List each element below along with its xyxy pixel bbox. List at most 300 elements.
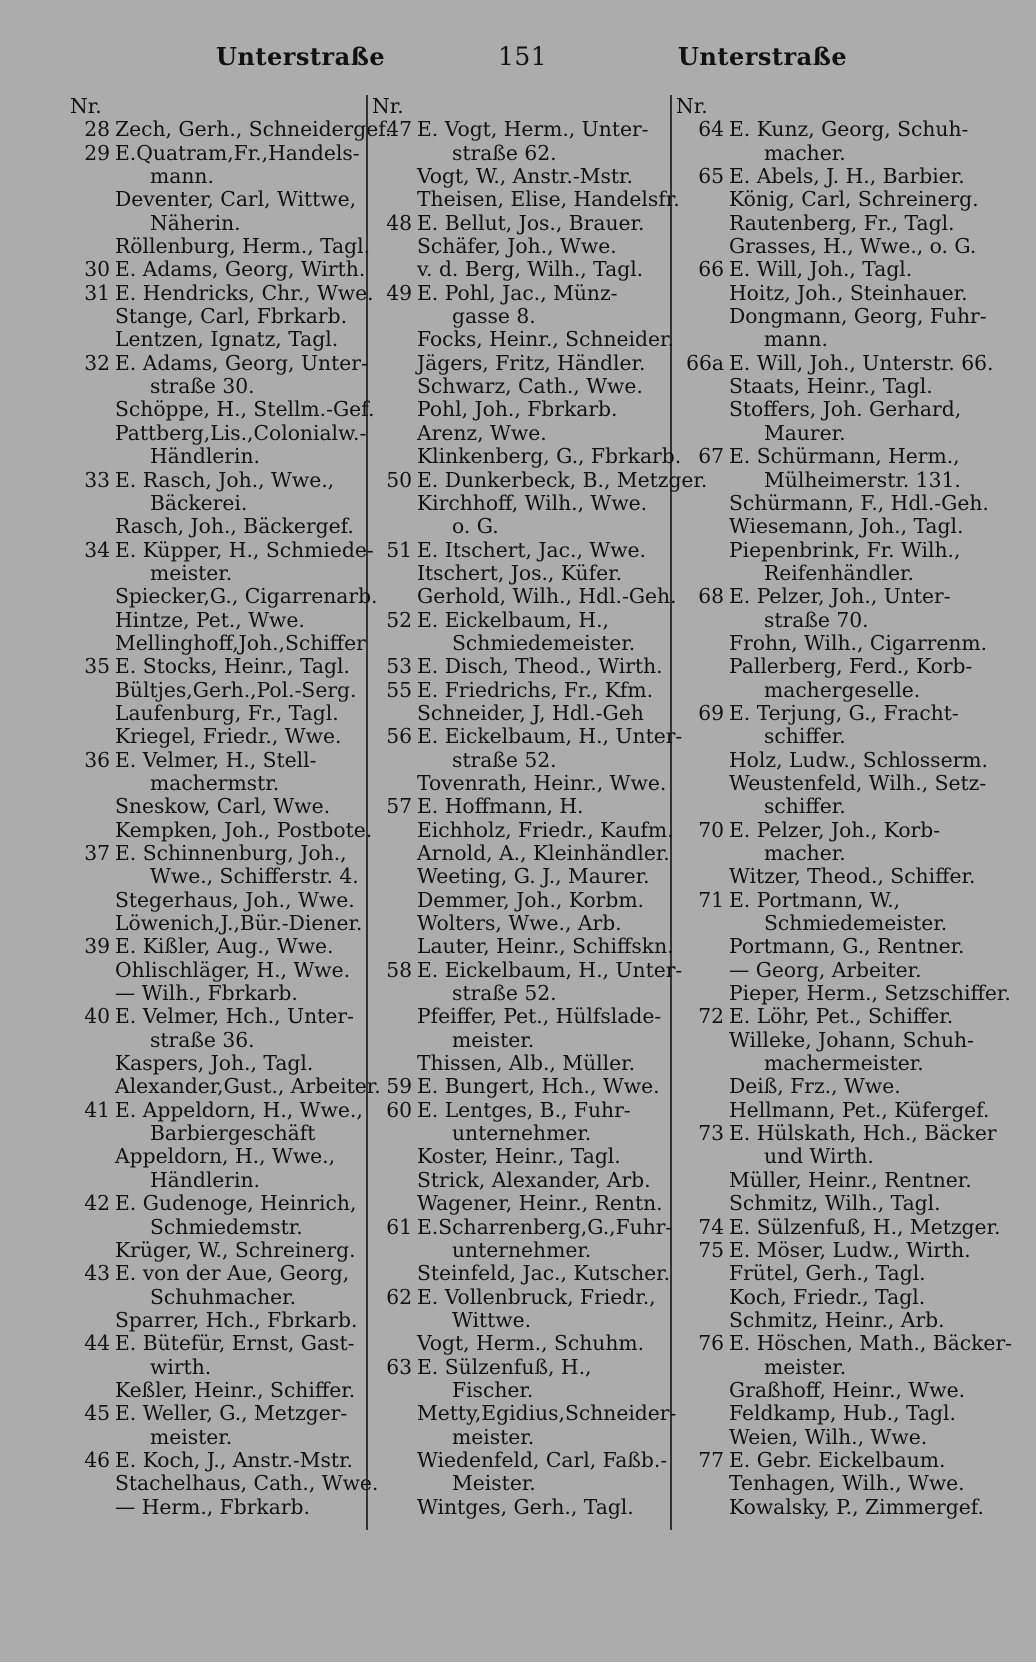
house-number: 66	[698, 257, 724, 282]
resident-entry	[70, 702, 375, 725]
entry-text: v. d. Berg, Wilh., Tagl.	[417, 257, 644, 282]
continuation-text: machermstr.	[150, 770, 280, 795]
resident-entry	[70, 165, 375, 188]
continuation-text: Bäckerei.	[150, 490, 248, 515]
entry-text: Wolters, Wwe., Arb.	[417, 911, 622, 936]
entry-text: Graßhoff, Heinr., Wwe.	[729, 1377, 966, 1402]
entry-text: E. Lentges, B., Fuhr-	[417, 1097, 631, 1122]
resident-entry	[676, 912, 981, 935]
house-entry	[70, 1262, 375, 1285]
entry-text: E. Sülzenfuß, H., Metzger.	[729, 1214, 1001, 1239]
resident-entry	[372, 1145, 672, 1168]
entry-text: Bültjes,Gerh.,Pol.-Serg.	[115, 677, 357, 702]
entry-text: Pattberg,Lis.,Colonialw.-	[115, 420, 367, 445]
resident-entry	[372, 515, 672, 538]
house-number: 36	[84, 747, 110, 772]
resident-entry	[372, 1426, 672, 1449]
house-number: 68	[698, 584, 724, 609]
entry-text: E. Hoffmann, H.	[417, 794, 584, 819]
house-number: 31	[84, 280, 110, 305]
resident-entry	[70, 1074, 381, 1099]
resident-entry	[372, 375, 672, 398]
entry-text: E. Velmer, H., Stell-	[115, 747, 317, 772]
resident-entry	[676, 1262, 981, 1285]
page-number: 151	[498, 42, 548, 71]
house-entry	[676, 258, 981, 281]
resident-entry	[70, 982, 375, 1005]
entry-text: Holz, Ludw., Schlosserm.	[729, 747, 988, 772]
continuation-text: straße 36.	[150, 1027, 255, 1052]
entry-text: Mellinghoff,Joh.,Schiffer	[115, 630, 366, 655]
resident-entry	[70, 865, 375, 888]
house-entry	[372, 957, 683, 982]
house-number: 58	[386, 957, 412, 982]
house-entry	[70, 539, 375, 562]
entry-text: E. Itschert, Jac., Wwe.	[417, 537, 647, 562]
resident-entry	[70, 772, 375, 795]
house-number: 64	[698, 117, 724, 142]
house-entry	[372, 1099, 672, 1122]
house-entry	[372, 1075, 672, 1098]
entry-text: Schneider, J, Hdl.-Geh	[417, 700, 644, 725]
house-entry	[676, 445, 981, 468]
house-number: 76	[698, 1331, 724, 1356]
continuation-text: macher.	[764, 841, 846, 865]
resident-entry	[70, 1286, 375, 1309]
resident-entry	[676, 1309, 981, 1332]
entry-text: Rautenberg, Fr., Tagl.	[729, 210, 955, 235]
entry-text: E. Eickelbaum, H., Unter-	[417, 724, 683, 749]
continuation-text: Reifenhändler.	[764, 560, 914, 585]
entry-text: E. Dunkerbeck, B., Metzger.	[417, 467, 708, 492]
resident-entry	[70, 1309, 375, 1332]
house-entry	[676, 702, 981, 725]
entry-text: Gerhold, Wilh., Hdl.-Geh.	[417, 584, 677, 609]
resident-entry	[70, 1379, 375, 1402]
continuation-text: straße 52.	[452, 747, 557, 772]
entry-text: Tenhagen, Wilh., Wwe.	[729, 1471, 965, 1496]
entry-text: E.Quatram,Fr.,Handels-	[115, 140, 360, 165]
entry-text: Deiß, Frz., Wwe.	[729, 1074, 901, 1099]
entry-text: E.Scharrenberg,G.,Fuhr-	[417, 1214, 673, 1239]
resident-entry	[70, 1216, 375, 1239]
continuation-text: Fischer.	[452, 1377, 534, 1402]
house-number: 63	[386, 1354, 412, 1379]
entry-text: Kriegel, Friedr., Wwe.	[115, 724, 342, 749]
heading-text: Nr.	[676, 94, 708, 118]
resident-entry	[70, 212, 375, 235]
continuation-text: Händlerin.	[150, 1167, 261, 1192]
continuation-text: Wittwe.	[452, 1307, 532, 1332]
continuation-text: meister.	[150, 1424, 233, 1449]
resident-entry	[70, 795, 375, 818]
entry-text: Thissen, Alb., Müller.	[417, 1051, 636, 1076]
entry-text: E. Kunz, Georg, Schuh-	[729, 117, 969, 142]
resident-entry	[70, 235, 375, 258]
column-heading	[372, 95, 672, 118]
resident-entry	[372, 1401, 677, 1426]
house-entry	[70, 258, 375, 281]
house-entry	[676, 1005, 981, 1028]
resident-entry	[70, 1169, 375, 1192]
house-number: 65	[698, 164, 724, 189]
entry-text: E. Adams, Georg, Unter-	[115, 350, 368, 375]
continuation-text: meister.	[452, 1027, 535, 1052]
entry-text: Vogt, Herm., Schuhm.	[417, 1331, 645, 1356]
entry-text: E. Terjung, G., Fracht-	[729, 700, 959, 725]
entry-text: E. Gebr. Eickelbaum.	[729, 1447, 946, 1472]
resident-entry	[70, 1052, 375, 1075]
house-entry	[676, 889, 981, 912]
continuation-text: Maurer.	[764, 420, 846, 445]
house-number: 39	[84, 934, 110, 959]
entry-text: E. von der Aue, Georg,	[115, 1261, 350, 1286]
entry-text: E. Schürmann, Herm.,	[729, 444, 960, 469]
house-number: 35	[84, 654, 110, 679]
resident-entry	[676, 398, 981, 421]
resident-entry	[70, 398, 375, 421]
entry-text: Vogt, W., Anstr.-Mstr.	[417, 164, 633, 189]
continuation-text: gasse 8.	[452, 304, 536, 329]
entry-text: Metty,Egidius,Schneider-	[417, 1401, 677, 1426]
entry-text: Piepenbrink, Fr. Wilh.,	[729, 537, 961, 562]
entry-text: Lauter, Heinr., Schiffskn.	[417, 934, 674, 959]
entry-text: E. Friedrichs, Fr., Kfm.	[417, 677, 654, 702]
house-entry	[676, 1239, 981, 1262]
house-entry	[70, 1449, 375, 1472]
running-header-right: Unterstraße	[678, 42, 848, 71]
entry-text: Sneskow, Carl, Wwe.	[115, 794, 331, 819]
entry-text: Theisen, Elise, Handelsfr.	[417, 187, 680, 212]
resident-entry	[372, 1192, 672, 1215]
resident-entry	[372, 1472, 672, 1495]
continuation-text: meister.	[150, 560, 233, 585]
house-entry	[372, 1216, 672, 1239]
resident-entry	[70, 188, 375, 211]
resident-entry	[372, 352, 672, 375]
continuation-text: machergeselle.	[764, 677, 921, 702]
entry-text: E. Disch, Theod., Wirth.	[417, 654, 663, 679]
entry-text: Ohlischläger, H., Wwe.	[115, 957, 351, 982]
resident-entry	[372, 1449, 672, 1472]
entry-text: E. Höschen, Math., Bäcker-	[729, 1331, 1012, 1356]
house-number: 53	[386, 654, 412, 679]
resident-entry	[372, 865, 672, 888]
resident-entry	[372, 142, 672, 165]
entry-text: Kowalsky, P., Zimmergef.	[729, 1494, 984, 1519]
entry-text: Stachelhaus, Cath., Wwe.	[115, 1471, 379, 1496]
house-number: 73	[698, 1121, 724, 1146]
entry-text: E. Adams, Georg, Wirth.	[115, 257, 366, 282]
resident-entry	[70, 889, 375, 912]
resident-entry	[676, 865, 981, 888]
house-number: 41	[84, 1097, 110, 1122]
entry-text: Grasses, H., Wwe., o. G.	[729, 234, 977, 259]
continuation-text: straße 30.	[150, 374, 255, 399]
entry-text: E. Appeldorn, H., Wwe.,	[115, 1097, 363, 1122]
resident-entry	[70, 632, 375, 655]
house-number: 33	[84, 467, 110, 492]
entry-text: Weeting, G. J., Maurer.	[417, 864, 650, 889]
resident-entry	[70, 515, 375, 538]
entry-text: Wagener, Heinr., Rentn.	[417, 1191, 663, 1216]
continuation-text: Schmiedemstr.	[150, 1214, 303, 1239]
resident-entry	[372, 819, 672, 842]
heading-text: Nr.	[372, 94, 404, 118]
entry-text: E. Portmann, W.,	[729, 887, 901, 912]
continuation-text: Händlerin.	[150, 444, 261, 469]
entry-text: E. Vollenbruck, Friedr.,	[417, 1284, 656, 1309]
entry-text: Arenz, Wwe.	[417, 420, 547, 445]
entry-text: Hoitz, Joh., Steinhauer.	[729, 280, 968, 305]
entry-text: Strick, Alexander, Arb.	[417, 1167, 651, 1192]
entry-text: Schäfer, Joh., Wwe.	[417, 234, 617, 259]
house-entry	[70, 1005, 375, 1028]
house-entry	[70, 655, 375, 678]
entry-text: Pieper, Herm., Setzschiffer.	[729, 981, 1011, 1006]
house-entry	[372, 212, 672, 235]
entry-text: Portmann, G., Rentner.	[729, 934, 965, 959]
resident-entry	[676, 725, 981, 748]
resident-entry	[676, 609, 981, 632]
continuation-text: straße 62.	[452, 140, 557, 165]
entry-text: E. Bütefür, Ernst, Gast-	[115, 1331, 355, 1356]
house-entry	[372, 609, 672, 632]
entry-text: Koch, Friedr., Tagl.	[729, 1284, 926, 1309]
resident-entry	[70, 375, 375, 398]
resident-entry	[372, 562, 672, 585]
entry-text: E. Will, Joh., Tagl.	[729, 257, 913, 282]
entry-text: Staats, Heinr., Tagl.	[729, 374, 933, 399]
entry-text: Lentzen, Ignatz, Tagl.	[115, 327, 339, 352]
resident-entry	[70, 422, 375, 445]
continuation-text: machermeister.	[764, 1051, 924, 1076]
continuation-text: Wwe., Schifferstr. 4.	[150, 864, 359, 889]
house-entry	[372, 539, 672, 562]
house-entry	[676, 1214, 1001, 1239]
resident-entry	[676, 188, 981, 211]
resident-entry	[676, 1052, 981, 1075]
entry-text: Alexander,Gust., Arbeiter.	[115, 1074, 381, 1099]
house-number: 50	[386, 467, 412, 492]
house-number: 66a	[686, 350, 724, 375]
resident-entry	[70, 1426, 375, 1449]
entry-text: Spiecker,G., Cigarrenarb.	[115, 584, 378, 609]
continuation-text: mann.	[764, 327, 828, 352]
resident-entry	[70, 1145, 375, 1168]
house-number: 67	[698, 444, 724, 469]
entry-text: König, Carl, Schreinerg.	[729, 187, 979, 212]
continuation-text: Schuhmacher.	[150, 1284, 297, 1309]
resident-entry	[676, 422, 981, 445]
entry-text: Schürmann, F., Hdl.-Geh.	[729, 490, 989, 515]
entry-text: Weustenfeld, Wilh., Setz-	[729, 770, 987, 795]
entry-text: E. Hülskath, Hch., Bäcker	[729, 1121, 997, 1146]
resident-entry	[372, 912, 672, 935]
resident-entry	[676, 747, 988, 772]
house-entry	[70, 1099, 375, 1122]
house-number: 69	[698, 700, 724, 725]
entry-text: Stoffers, Joh. Gerhard,	[729, 397, 962, 422]
entry-text: E. Eickelbaum, H.,	[417, 607, 609, 632]
entry-text: Schwarz, Cath., Wwe.	[417, 374, 643, 399]
house-number: 57	[386, 794, 412, 819]
entry-text: Stegerhaus, Joh., Wwe.	[115, 887, 355, 912]
continuation-text: o. G.	[452, 514, 499, 539]
resident-entry	[372, 1332, 672, 1355]
entry-text: Löwenich,J.,Bür.-Diener.	[115, 911, 363, 936]
continuation-text: macher.	[764, 140, 846, 165]
continuation-text: schiffer.	[764, 724, 846, 749]
house-number: 34	[84, 537, 110, 562]
entry-text: Schöppe, H., Stellm.-Gef.	[115, 397, 375, 422]
entry-text: Keßler, Heinr., Schiffer.	[115, 1377, 356, 1402]
resident-entry	[676, 1494, 984, 1519]
entry-text: E. Bungert, Hch., Wwe.	[417, 1074, 660, 1099]
entry-text: E. Weller, G., Metzger-	[115, 1401, 348, 1426]
resident-entry	[372, 982, 672, 1005]
entry-text: Frohn, Wilh., Cigarrenm.	[729, 630, 988, 655]
house-entry	[372, 679, 672, 702]
resident-entry	[372, 305, 672, 328]
entry-text: E. Sülzenfuß, H.,	[417, 1354, 592, 1379]
resident-entry	[372, 258, 672, 281]
resident-entry	[70, 1496, 375, 1519]
resident-entry	[70, 912, 375, 935]
house-number: 40	[84, 1004, 110, 1029]
house-number: 59	[386, 1074, 412, 1099]
house-number: 28	[84, 117, 110, 142]
entry-text: Laufenburg, Fr., Tagl.	[115, 700, 339, 725]
entry-text: Dongmann, Georg, Fuhr-	[729, 304, 987, 329]
house-number: 47	[386, 117, 412, 142]
entry-text: Weien, Wilh., Wwe.	[729, 1424, 928, 1449]
entry-text: Hellmann, Pet., Küfergef.	[729, 1097, 990, 1122]
house-number: 60	[386, 1097, 412, 1122]
resident-entry	[372, 1496, 672, 1519]
resident-entry	[676, 304, 987, 329]
entry-text: Koster, Heinr., Tagl.	[417, 1144, 621, 1169]
house-number: 29	[84, 140, 110, 165]
continuation-text: Schmiedemeister.	[452, 630, 636, 655]
resident-entry	[676, 959, 981, 982]
entry-text: Klinkenberg, G., Fbrkarb.	[417, 444, 682, 469]
house-number: 56	[386, 724, 412, 749]
resident-entry	[676, 770, 987, 795]
resident-entry	[676, 469, 981, 492]
directory-column-3	[676, 94, 1012, 1519]
house-entry	[676, 1449, 981, 1472]
entry-text: Jägers, Fritz, Händler.	[417, 350, 646, 375]
continuation-text: wirth.	[150, 1354, 212, 1379]
continuation-text: Mülheimerstr. 131.	[764, 467, 961, 492]
entry-text: Müller, Heinr., Rentner.	[729, 1167, 972, 1192]
resident-entry	[372, 702, 672, 725]
resident-entry	[372, 749, 672, 772]
resident-entry	[372, 1262, 672, 1285]
entry-text: Arnold, A., Kleinhändler.	[417, 841, 670, 865]
resident-entry	[372, 1309, 672, 1332]
resident-entry	[676, 842, 981, 865]
continuation-text: Näherin.	[150, 210, 241, 235]
entry-text: E. Eickelbaum, H., Unter-	[417, 957, 683, 982]
entry-text: Röllenburg, Herm., Tagl.	[115, 234, 371, 259]
resident-entry	[676, 1169, 981, 1192]
entry-text: Krüger, W., Schreinerg.	[115, 1237, 356, 1262]
resident-entry	[676, 375, 981, 398]
resident-entry	[372, 235, 672, 258]
resident-entry	[70, 1239, 375, 1262]
resident-entry	[70, 584, 378, 609]
house-number: 75	[698, 1237, 724, 1262]
entry-text: Itschert, Jos., Küfer.	[417, 560, 623, 585]
house-entry	[70, 469, 375, 492]
entry-text: Hintze, Pet., Wwe.	[115, 607, 305, 632]
resident-entry	[70, 1122, 375, 1145]
resident-entry	[372, 187, 680, 212]
entry-text: E. Löhr, Pet., Schiffer.	[729, 1004, 954, 1029]
resident-entry	[372, 772, 672, 795]
resident-entry	[70, 1029, 375, 1052]
entry-text: Feldkamp, Hub., Tagl.	[729, 1401, 956, 1426]
resident-entry	[70, 1356, 375, 1379]
house-number: 62	[386, 1284, 412, 1309]
entry-text: — Wilh., Fbrkarb.	[115, 981, 298, 1006]
entry-text: E. Pohl, Jac., Münz-	[417, 280, 618, 305]
resident-entry	[70, 959, 375, 982]
entry-text: Kaspers, Joh., Tagl.	[115, 1051, 314, 1076]
resident-entry	[70, 492, 375, 515]
column-heading	[676, 95, 981, 118]
entry-text: Kirchhoff, Wilh., Wwe.	[417, 490, 648, 515]
house-entry	[70, 1332, 375, 1355]
resident-entry	[676, 935, 981, 958]
resident-entry	[372, 842, 672, 865]
continuation-text: unternehmer.	[452, 1237, 592, 1262]
resident-entry	[676, 1097, 990, 1122]
continuation-text: Schmiedemeister.	[764, 911, 948, 936]
continuation-text: unternehmer.	[452, 1121, 592, 1146]
entry-text: Pohl, Joh., Fbrkarb.	[417, 397, 618, 422]
house-number: 32	[84, 350, 110, 375]
house-entry	[372, 282, 672, 305]
resident-entry	[676, 235, 981, 258]
resident-entry	[372, 1052, 672, 1075]
entry-text: E. Bellut, Jos., Brauer.	[417, 210, 645, 235]
house-entry	[676, 350, 994, 375]
entry-text: Kempken, Joh., Postbote.	[115, 817, 373, 842]
resident-entry	[676, 490, 989, 515]
resident-entry	[676, 1356, 981, 1379]
resident-entry	[676, 1472, 981, 1495]
resident-entry	[676, 981, 1011, 1006]
house-entry	[372, 1286, 672, 1309]
entry-text: E. Stocks, Heinr., Tagl.	[115, 654, 350, 679]
entry-text: E. Pelzer, Joh., Unter-	[729, 584, 951, 609]
resident-entry	[676, 1402, 981, 1425]
continuation-text: straße 70.	[764, 607, 869, 632]
resident-entry	[372, 1379, 672, 1402]
entry-text: Wiedenfeld, Carl, Faßb.-	[417, 1447, 668, 1472]
entry-text: Willeke, Johann, Schuh-	[729, 1027, 974, 1052]
resident-entry	[372, 165, 672, 188]
house-entry	[70, 935, 375, 958]
resident-entry	[372, 328, 672, 351]
resident-entry	[70, 819, 375, 842]
continuation-text: straße 52.	[452, 981, 557, 1006]
house-number: 43	[84, 1261, 110, 1286]
resident-entry	[676, 282, 981, 305]
